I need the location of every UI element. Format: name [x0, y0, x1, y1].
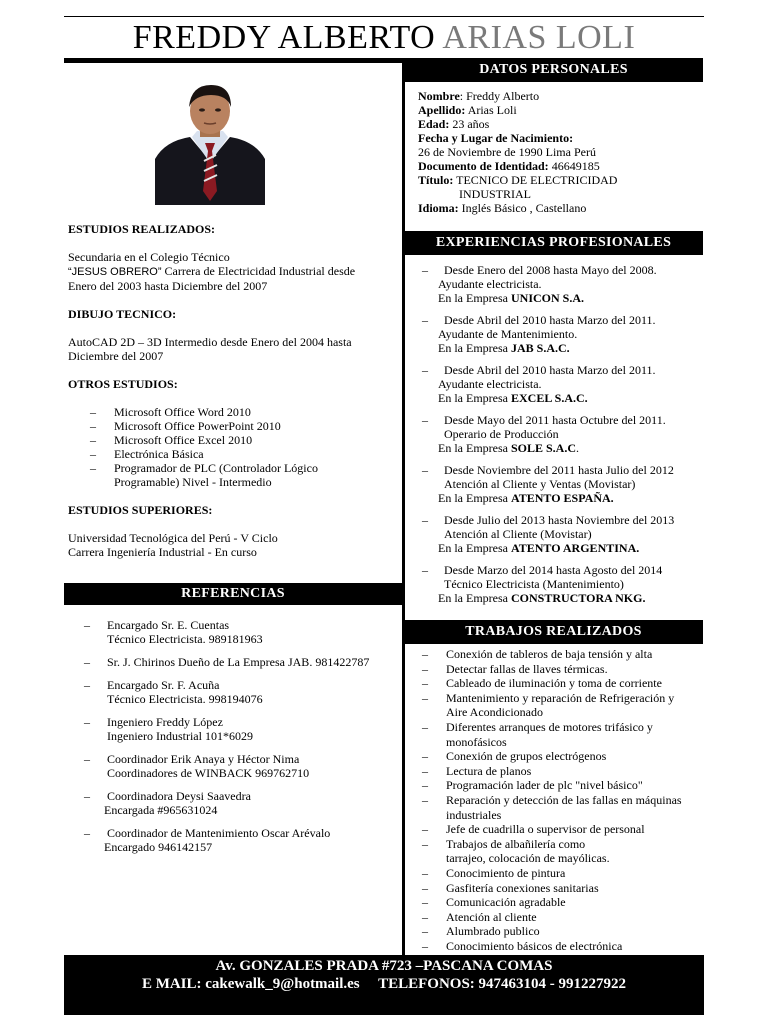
titulo-row: Título: TECNICO DE ELECTRICIDAD: [418, 173, 618, 187]
profile-photo: [155, 81, 265, 205]
datos-personales: [418, 89, 708, 215]
nacimiento-label: Fecha y Lugar de Nacimiento:: [418, 131, 574, 145]
email-phone-line: E MAIL: cakewalk_9@hotmail.es TELEFONOS: 947463104 - 991227922: [141, 976, 627, 992]
trabajo-item: – Mantenimiento y reparación de Refrigeración y Aire Acondicionado: [422, 690, 675, 720]
trabajo-item: – Alumbrado publico: [422, 924, 540, 939]
nombre-row: Nombre: Freddy Alberto: [418, 89, 540, 103]
superiores-line-1: Universidad Tecnológica del Perú - V Ciclo: [68, 531, 278, 545]
otros-title: OTROS ESTUDIOS:: [68, 377, 178, 391]
otros-item-continued: Programable) Nivel - Intermedio: [114, 475, 272, 489]
header-underline-bar: [64, 58, 404, 63]
experiencia-item: – Desde Julio del 2013 hasta Noviembre del 2013 Atención al Cliente (Movistar) En la Empresa ATENTO ARGENTINA.: [422, 513, 675, 555]
trabajo-item: – Conexión de grupos electrógenos: [422, 749, 607, 764]
trabajo-item: – Atención al cliente: [422, 909, 537, 924]
experiencia-item: – Desde Enero del 2008 hasta Mayo del 2008. Ayudante electricista. En la Empresa UNICON S.A.: [422, 263, 657, 305]
trabajo-item: – Reparación y detección de las fallas en máquinas industriales: [422, 792, 682, 822]
experiencia-item: – Desde Abril del 2010 hasta Marzo del 2011. Ayudante electricista. En la Empresa EXCEL S.A.C.: [422, 363, 656, 405]
trabajo-item: – Programación lader de plc "nivel básico": [422, 778, 643, 793]
otros-item: – Microsoft Office Word 2010: [90, 405, 251, 419]
address-line: Av. GONZALES PRADA #723 –PASCANA COMAS: [215, 958, 553, 974]
otros-item: – Programador de PLC (Controlador Lógico: [90, 461, 318, 475]
trabajo-item: – Conexión de tableros de baja tensión y alta: [422, 647, 653, 661]
experiencia-item: – Desde Mayo del 2011 hasta Octubre del 2011. Operario de Producción En la Empresa SOLE S.A.C.: [422, 413, 666, 455]
experiencias-list: [404, 263, 704, 613]
trabajo-item: – Conocimiento básicos de electrónica: [422, 938, 623, 953]
estudios-title: ESTUDIOS REALIZADOS:: [68, 222, 216, 236]
contact-footer: [64, 955, 704, 1015]
referencia-item: – Encargado Sr. E. Cuentas Técnico Electricista. 989181963: [84, 618, 263, 646]
titulo-row-2: INDUSTRIAL: [459, 187, 531, 201]
page-title: [64, 18, 704, 58]
otros-item: – Electrónica Básica: [90, 447, 204, 461]
referencia-item: – Sr. J. Chirinos Dueño de La Empresa JAB. 981422787: [84, 655, 370, 669]
referencia-item: – Encargado Sr. F. Acuña Técnico Electricista. 998194076: [84, 678, 263, 706]
trabajo-item: – Trabajos de albañilería como tarrajeo, colocación de mayólicas.: [422, 836, 610, 866]
trabajos-header: TRABAJOS REALIZADOS: [404, 620, 703, 644]
referencias-list: [64, 618, 400, 863]
first-name: FREDDY ALBERTO: [132, 19, 436, 56]
trabajo-item: – Jefe de cuadrilla o supervisor de personal: [422, 822, 645, 837]
edad-row: Edad: 23 años: [418, 117, 490, 131]
superiores-title: ESTUDIOS SUPERIORES:: [68, 503, 213, 517]
datos-personales-header: DATOS PERSONALES: [404, 58, 703, 82]
estudios-line-3: Enero del 2003 hasta Diciembre del 2007: [68, 279, 268, 293]
trabajo-item: – Cableado de iluminación y toma de corriente: [422, 676, 662, 691]
experiencia-item: – Desde Marzo del 2014 hasta Agosto del 2014 Técnico Electricista (Mantenimiento) En la Empresa CONSTRUCTORA NKG.: [422, 563, 663, 605]
trabajo-item: – Gasfitería conexiones sanitarias: [422, 880, 599, 895]
documento-row: Documento de Identidad: 46649185: [418, 159, 600, 173]
nacimiento-value: 26 de Noviembre de 1990 Lima Perú: [418, 145, 596, 159]
trabajos-list: [404, 647, 704, 953]
superiores-line-2: Carrera Ingeniería Industrial - En curso: [68, 545, 257, 559]
top-rule: [64, 16, 704, 17]
dibujo-line-1: AutoCAD 2D – 3D Intermedio desde Enero del 2004 hasta: [68, 335, 352, 349]
experiencia-item: – Desde Noviembre del 2011 hasta Julio del 2012 Atención al Cliente y Ventas (Movistar) En la Empresa ATENTO ESPAÑA.: [422, 463, 674, 505]
trabajo-item: – Comunicación agradable: [422, 895, 566, 910]
trabajo-item: – Diferentes arranques de motores trifásico y monofásicos: [422, 719, 653, 749]
experiencia-item: – Desde Abril del 2010 hasta Marzo del 2011. Ayudante de Mantenimiento. En la Empresa JAB S.A.C.: [422, 313, 656, 355]
trabajo-item: – Lectura de planos: [422, 763, 532, 778]
otros-item: – Microsoft Office Excel 2010: [90, 433, 253, 447]
otros-item: – Microsoft Office PowerPoint 2010: [90, 419, 281, 433]
experiencias-header: EXPERIENCIAS PROFESIONALES: [404, 231, 703, 255]
apellido-row: Apellido: Arias Loli: [418, 103, 517, 117]
last-name: ARIAS LOLI: [442, 19, 636, 56]
trabajo-item: – Detectar fallas de llaves térmicas.: [422, 661, 608, 676]
referencias-header: REFERENCIAS: [64, 583, 402, 605]
dibujo-title: DIBUJO TECNICO:: [68, 307, 177, 321]
estudios-line-1: Secundaria en el Colegio Técnico: [68, 250, 230, 264]
referencia-item: – Coordinador Erik Anaya y Héctor Nima Coordinadores de WINBACK 969762710: [84, 752, 310, 780]
trabajo-item: – Conocimiento de pintura: [422, 865, 566, 880]
referencia-item: – Coordinador de Mantenimiento Oscar Arévalo Encargado 946142157: [84, 826, 331, 854]
estudios-section: [68, 222, 398, 559]
idioma-row: Idioma: Inglés Básico , Castellano: [418, 201, 587, 215]
person-photo-icon: [155, 81, 265, 205]
dibujo-line-2: Diciembre del 2007: [68, 349, 164, 363]
estudios-line-2: “JESUS OBRERO” Carrera de Electricidad Industrial desde: [68, 264, 356, 278]
referencia-item: – Coordinadora Deysi Saavedra Encargada #965631024: [84, 789, 251, 817]
referencia-item: – Ingeniero Freddy López Ingeniero Industrial 101*6029: [84, 715, 253, 743]
